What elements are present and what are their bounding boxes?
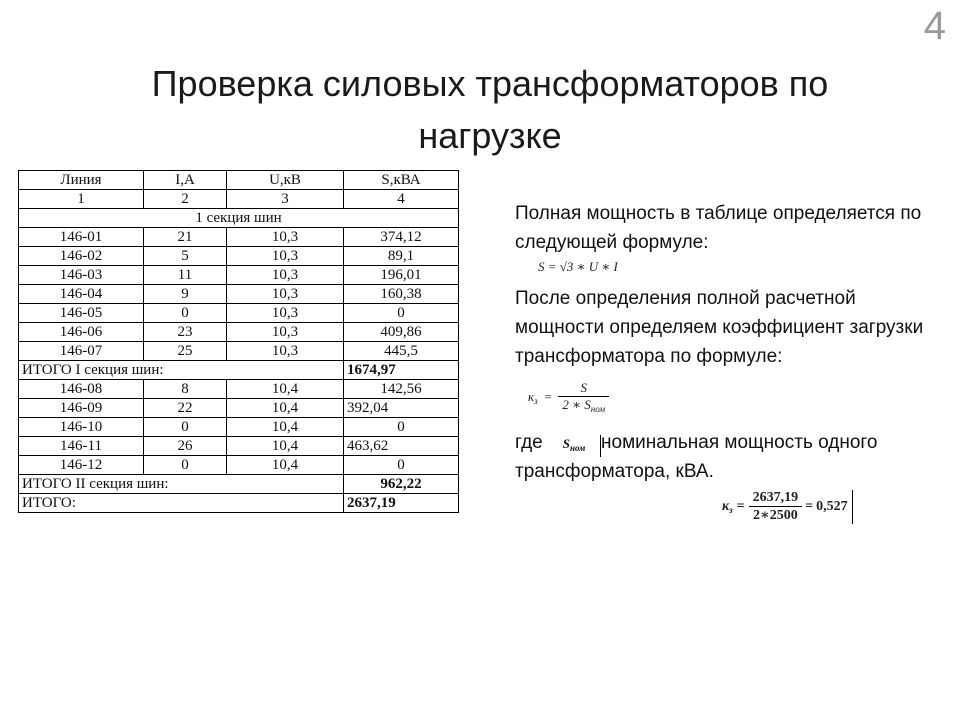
result-fraction: $\frac{2637,19}{2∗2500}$ <box>749 490 803 524</box>
table-total-1-row <box>19 361 459 380</box>
table-cell: 10,4 <box>227 380 344 399</box>
table-row <box>19 437 459 456</box>
table-cell: 392,04 <box>344 399 459 418</box>
page-title <box>60 58 920 162</box>
column-header: U,кВ <box>227 171 344 190</box>
table-cell: 146-03 <box>19 266 144 285</box>
table-cell: 160,38 <box>344 285 459 304</box>
table-cell: 11 <box>144 266 227 285</box>
table-cell: 22 <box>144 399 227 418</box>
text-load-coefficient-intro: После определения полной расчетной мощности определяем коэффициент загрузки трансформатора по формуле: <box>515 288 924 367</box>
column-header: I,A <box>144 171 227 190</box>
grand-total-label: ИТОГО: <box>19 494 344 513</box>
table-cell: 146-01 <box>19 228 144 247</box>
result-lhs: $к_з$ <box>722 499 733 515</box>
table-cell: 9 <box>144 285 227 304</box>
total-2-value: 962,22 <box>344 475 459 494</box>
table-cell: 0 <box>344 456 459 475</box>
column-header: Линия <box>19 171 144 190</box>
total-1-label: ИТОГО I секция шин: <box>19 361 344 380</box>
table-cell: 21 <box>144 228 227 247</box>
section-1-label: 1 секция шин <box>19 209 459 228</box>
table-cell: 146-12 <box>19 456 144 475</box>
text-nominal-description: номинальная мощность одного трансформатора, кВА. <box>515 432 878 482</box>
table-total-2-row <box>19 475 459 494</box>
table-cell: 146-10 <box>19 418 144 437</box>
table-cell: 0 <box>344 304 459 323</box>
table-cell: 89,1 <box>344 247 459 266</box>
table-cell: 8 <box>144 380 227 399</box>
text-nominal-power <box>515 428 935 486</box>
table-cell: 146-08 <box>19 380 144 399</box>
title-line-1: Проверка силовых трансформаторов по <box>151 63 829 104</box>
table-cell: 146-09 <box>19 399 144 418</box>
table-cell: 142,56 <box>344 380 459 399</box>
table-cell: 146-06 <box>19 323 144 342</box>
table-cell: 146-02 <box>19 247 144 266</box>
table-cell: 10,3 <box>227 342 344 361</box>
total-1-value: 1674,97 <box>344 361 459 380</box>
table-cell: 196,01 <box>344 266 459 285</box>
table-cell: 146-11 <box>19 437 144 456</box>
table-cell: 5 <box>144 247 227 266</box>
table-cell: 445,5 <box>344 342 459 361</box>
column-number: 4 <box>344 190 459 209</box>
table-cell: 23 <box>144 323 227 342</box>
table-cell: 26 <box>144 437 227 456</box>
table-row <box>19 323 459 342</box>
table-grand-total-row <box>19 494 459 513</box>
table-row <box>19 228 459 247</box>
column-header: S,кВА <box>344 171 459 190</box>
grand-total-value: 2637,19 <box>344 494 459 513</box>
table-cell: 10,3 <box>227 266 344 285</box>
table-cell: 10,4 <box>227 418 344 437</box>
table-row <box>19 380 459 399</box>
table-cell: 10,3 <box>227 304 344 323</box>
table-cell: 146-05 <box>19 304 144 323</box>
table-cell: 409,86 <box>344 323 459 342</box>
table-cell: 0 <box>344 418 459 437</box>
column-number: 1 <box>19 190 144 209</box>
table-cell: 10,4 <box>227 399 344 418</box>
table-row <box>19 456 459 475</box>
table-cell: 0 <box>144 418 227 437</box>
text-formula-intro: Полная мощность в таблице определяется по следующей формуле: <box>515 203 922 253</box>
table-row <box>19 399 459 418</box>
table-cell: 10,3 <box>227 285 344 304</box>
column-number: 2 <box>144 190 227 209</box>
table-cell: 0 <box>144 456 227 475</box>
table-cell: 10,4 <box>227 437 344 456</box>
text-where: где <box>515 432 543 453</box>
table-cell: 463,62 <box>344 437 459 456</box>
table-header-row <box>19 171 459 190</box>
table-section-1-row <box>19 209 459 228</box>
table-cell: 10,3 <box>227 323 344 342</box>
slide-number: 4 <box>923 4 946 48</box>
table-row <box>19 304 459 323</box>
table-cell: 146-04 <box>19 285 144 304</box>
column-number: 3 <box>227 190 344 209</box>
title-line-2: нагрузке <box>418 115 562 156</box>
table-cell: 146-07 <box>19 342 144 361</box>
formula-lhs: $к_з$ <box>528 388 538 406</box>
table-cell: 10,3 <box>227 228 344 247</box>
table-cell: 0 <box>144 304 227 323</box>
table-cell: 374,12 <box>344 228 459 247</box>
table-row <box>19 285 459 304</box>
table-cell: 10,3 <box>227 247 344 266</box>
table-cell: 10,4 <box>227 456 344 475</box>
table-row <box>19 266 459 285</box>
nominal-symbol: $S_{ном}$ <box>548 435 601 457</box>
table-cell: 25 <box>144 342 227 361</box>
total-2-label: ИТОГО II секция шин: <box>19 475 344 494</box>
formula-load-coefficient: $к_з$ = $\frac{S}{2 ∗ S_{ном}}$ <box>528 380 609 414</box>
table-row <box>19 342 459 361</box>
table-row <box>19 247 459 266</box>
result-value: 0,527 <box>816 499 848 514</box>
formula-fraction: $\frac{S}{2 ∗ S_{ном}}$ <box>558 380 609 414</box>
table-column-numbers-row <box>19 190 459 209</box>
formula-full-power: S = √3 ∗ U ∗ I <box>538 259 618 274</box>
load-table <box>18 170 459 513</box>
formula-load-result: $к_з$ = $\frac{2637,19}{2∗2500}$ = 0,527 <box>722 490 853 524</box>
table-row <box>19 418 459 437</box>
